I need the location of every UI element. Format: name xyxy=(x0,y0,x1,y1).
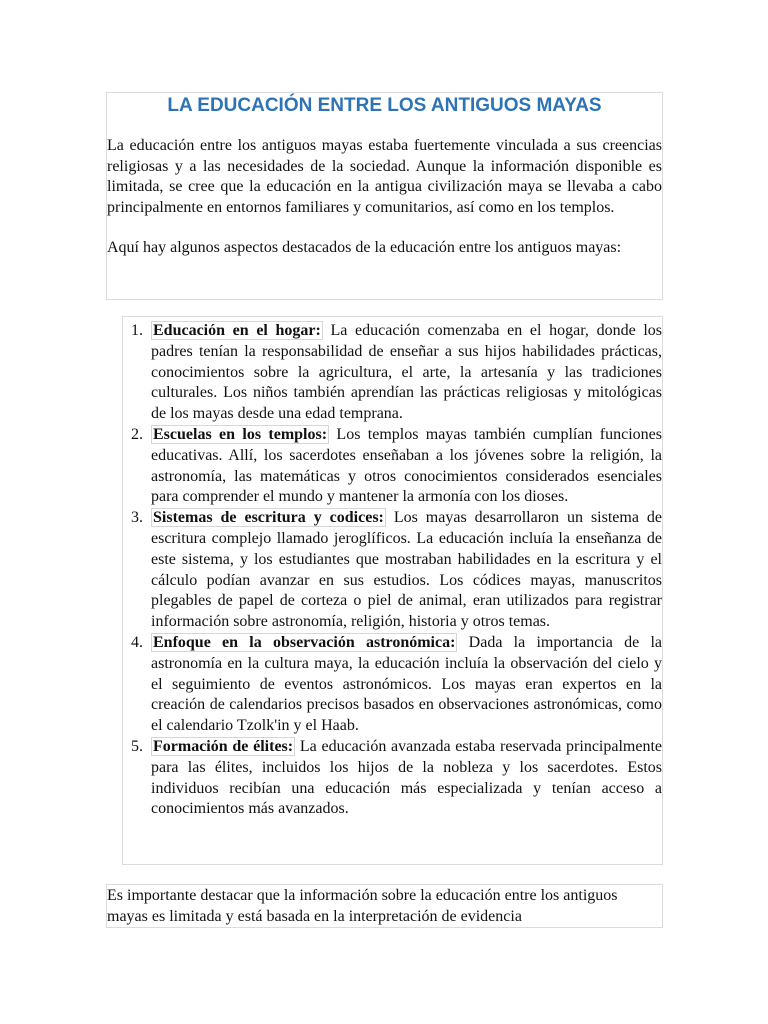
list-item-heading: Sistemas de escritura y codices: xyxy=(153,509,384,527)
intro-paragraph: La educación entre los antiguos mayas estaba fuertemente vinculada a sus creencias religiosas y a las necesidades de la sociedad. Aunque la información disponible es limitada, se cree que la educación en la antigua civilización maya se llevaba a cabo principalmente en entornos familiares y comunitarios, así como en los templos. xyxy=(107,137,662,216)
aspects-list xyxy=(123,317,662,820)
list-item-text: Dada la importancia de la astronomía en la cultura maya, la educación incluía la observación del cielo y el seguimiento de eventos astronómicos. Los mayas eran expertos en la creación de calendarios precisos basados en observaciones astronómicas, como el calendario Tzolk'in y el Haab. xyxy=(151,633,662,735)
list-item-number: 3. xyxy=(131,509,143,527)
list-item-heading: Enfoque en la observación astronómica: xyxy=(153,633,456,651)
list-item xyxy=(123,508,662,633)
list-item-text: Los templos mayas también cumplían funciones educativas. Allí, los sacerdotes enseñaban a los jóvenes sobre la religión, la astronomía, las matemáticas y otros conocimientos considerados esenciales para comprender el mundo y mantener la armonía con los dioses. xyxy=(151,425,662,506)
list-item-number: 5. xyxy=(131,737,143,755)
list-item-number: 1. xyxy=(131,322,143,339)
list-item-text: La educación avanzada estaba reservada principalmente para las élites, incluidos los hijos de la nobleza y los sacerdotes. Estos individuos recibían una educación más especializada y tenían acceso a conocimientos más avanzados. xyxy=(151,737,662,818)
document-title: LA EDUCACIÓN ENTRE LOS ANTIGUOS MAYAS xyxy=(167,95,602,116)
intro-paragraph-lead-in: Aquí hay algunos aspectos destacados de la educación entre los antiguos mayas: xyxy=(107,239,622,256)
list-item-number: 2. xyxy=(131,425,143,443)
aspects-list-section xyxy=(122,316,663,865)
list-item xyxy=(123,633,662,737)
list-item-number: 4. xyxy=(131,633,143,651)
closing-section xyxy=(106,884,663,928)
list-item-text: La educación comenzaba en el hogar, donde los padres tenían la responsabilidad de enseñar a sus hijos habilidades prácticas, conocimientos sobre la agricultura, el arte, la artesanía y las tradiciones culturales. Los niños también aprendían las prácticas religiosas y mitológicas de los mayas desde una edad temprana. xyxy=(151,322,662,423)
list-item-text: Los mayas desarrollaron un sistema de escritura complejo llamado jeroglíficos. La educación incluía la enseñanza de este sistema, y los estudiantes que mostraban habilidades en la escritura y el cálculo podían avanzar en sus estudios. Los códices mayas, manuscritos plegables de papel de corteza o piel de animal, eran utilizados para registrar información sobre astronomía, religión, historia y otros temas. xyxy=(151,509,663,631)
list-item xyxy=(123,425,662,508)
list-item xyxy=(123,321,662,425)
list-item-heading: Escuelas en los templos: xyxy=(153,425,328,443)
intro-section xyxy=(106,92,663,300)
closing-paragraph: Es importante destacar que la información sobre la educación entre los antiguos mayas es limitada y está basada en la interpretación de evidencia xyxy=(107,887,618,925)
list-item-heading: Formación de élites: xyxy=(153,737,294,755)
list-item-heading: Educación en el hogar: xyxy=(153,322,321,339)
list-item xyxy=(123,737,662,820)
